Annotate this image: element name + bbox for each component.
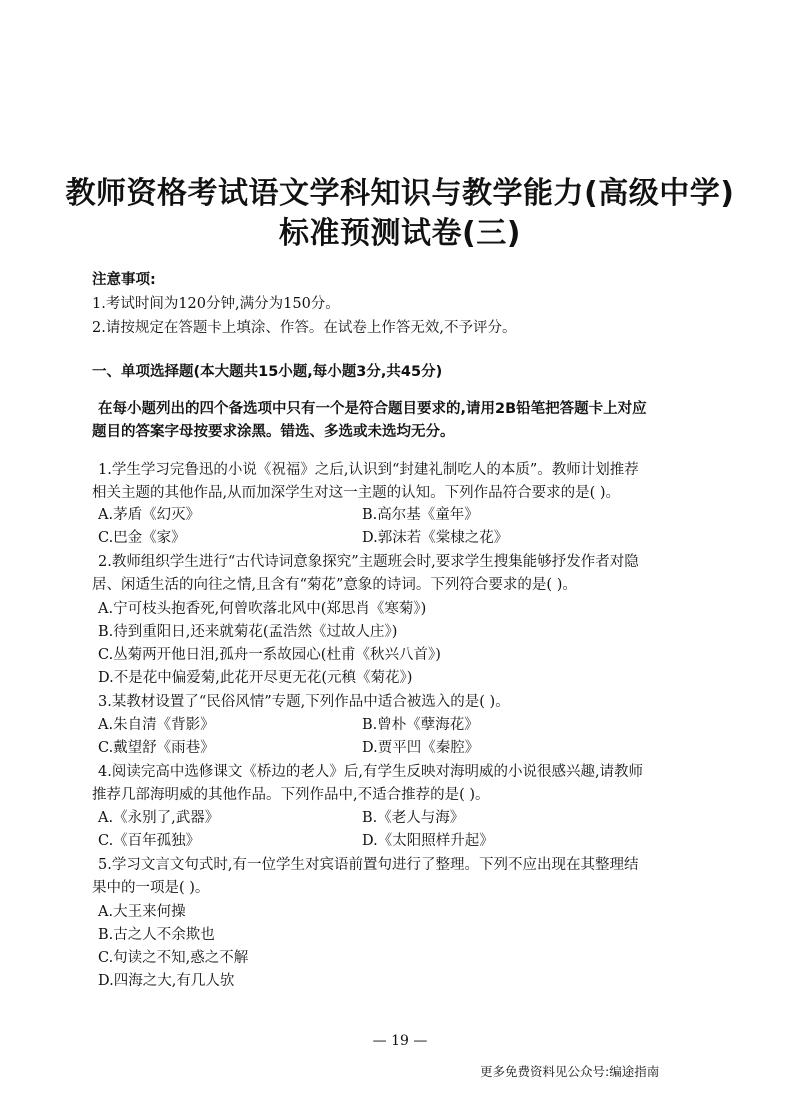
question-option: C.句读之不知,惑之不解	[98, 950, 249, 966]
notice-heading: 注意事项:	[92, 272, 156, 288]
question-text: 1.学生学习完鲁迅的小说《祝福》之后,认识到“封建礼制吃人的本质”。教师计划推荐	[98, 462, 639, 478]
page-number: — 19 —	[372, 1033, 428, 1049]
question-text: 果中的一项是( )。	[92, 880, 210, 896]
question-option: D.《太阳照样升起》	[362, 833, 494, 849]
question-option: C.巴金《家》	[98, 530, 186, 546]
question-option: C.戴望舒《雨巷》	[98, 740, 215, 756]
question-option: A.茅盾《幻灭》	[98, 507, 201, 523]
notice-item: 1.考试时间为120分钟,满分为150分。	[92, 296, 340, 312]
question-option: D.不是花中偏爱菊,此花开尽更无花(元稹《菊花》)	[98, 670, 413, 686]
question-text: 居、闲适生活的向往之情,且含有“菊花”意象的诗词。下列符合要求的是( )。	[92, 577, 577, 593]
exam-subtitle: 标准预测试卷(三)	[279, 216, 521, 251]
exam-title: 教师资格考试语文学科知识与教学能力(高级中学)	[65, 176, 735, 211]
question-option: B.古之人不余欺也	[98, 927, 215, 943]
question-option: A.宁可枝头抱香死,何曾吹落北风中(郑思肖《寒菊》)	[98, 601, 427, 617]
section-instruction: 在每小题列出的四个备选项中只有一个是符合题目要求的,请用2B铅笔把答题卡上对应	[98, 401, 647, 417]
question-text: 4.阅读完高中选修课文《桥边的老人》后,有学生反映对海明威的小说很感兴趣,请教师	[98, 764, 644, 780]
question-option: B.《老人与海》	[362, 810, 465, 826]
question-option: B.待到重阳日,还来就菊花(孟浩然《过故人庄》)	[98, 624, 398, 640]
question-text: 相关主题的其他作品,从而加深学生对这一主题的认知。下列作品符合要求的是( )。	[92, 485, 621, 501]
question-option: C.丛菊两开他日泪,孤舟一系故园心(杜甫《秋兴八首》)	[98, 647, 441, 663]
question-text: 推荐几部海明威的其他作品。下列作品中,不适合推荐的是( )。	[92, 787, 490, 803]
question-text: 5.学习文言文句式时,有一位学生对宾语前置句进行了整理。下列不应出现在其整理结	[98, 857, 639, 873]
question-option: D.郭沫若《棠棣之花》	[362, 530, 509, 546]
question-option: B.曾朴《孽海花》	[362, 717, 479, 733]
question-option: A.朱自清《背影》	[98, 717, 215, 733]
question-option: A.大王来何操	[98, 904, 186, 920]
question-option: A.《永别了,武器》	[98, 810, 220, 826]
question-option: B.高尔基《童年》	[362, 507, 479, 523]
question-option: C.《百年孤独》	[98, 833, 201, 849]
question-option: D.四海之大,有几人欤	[98, 973, 235, 989]
notice-item: 2.请按规定在答题卡上填涂、作答。在试卷上作答无效,不予评分。	[92, 320, 517, 336]
footer-note: 更多免费资料见公众号:编途指南	[480, 1064, 660, 1079]
section-instruction: 题目的答案字母按要求涂黑。错选、多选或未选均无分。	[92, 424, 455, 440]
question-text: 2.教师组织学生进行“古代诗词意象探究”主题班会时,要求学生搜集能够抒发作者对隐	[98, 554, 639, 570]
section-heading: 一、单项选择题(本大题共15小题,每小题3分,共45分)	[92, 364, 443, 380]
question-option: D.贾平凹《秦腔》	[362, 740, 480, 756]
question-text: 3.某教材设置了“民俗风情”专题,下列作品中适合被选入的是( )。	[98, 694, 510, 710]
